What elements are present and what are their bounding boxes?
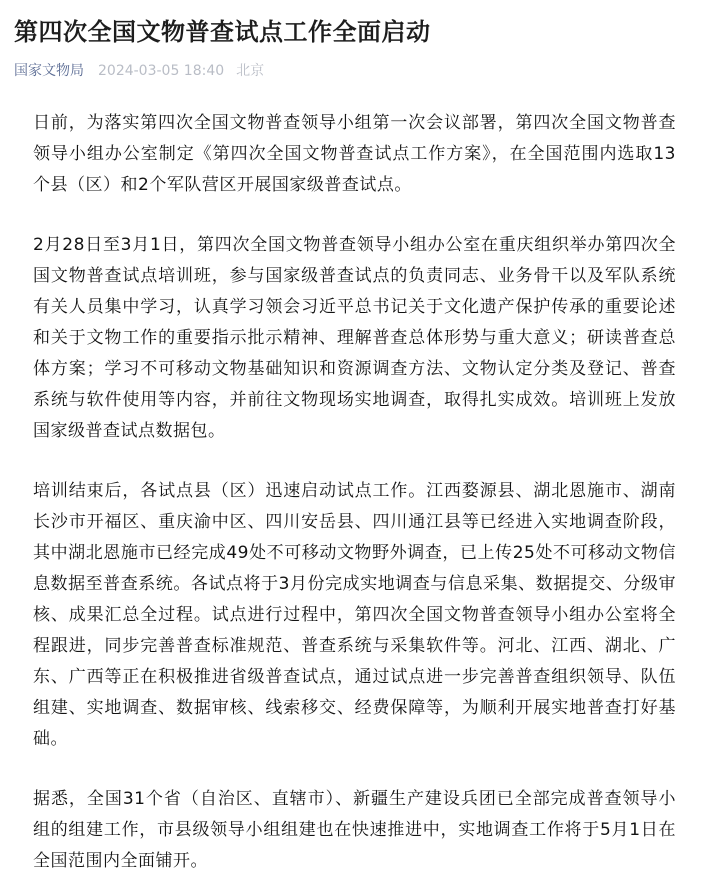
- publish-datetime: 2024-03-05 18:40: [98, 63, 225, 80]
- article-title: 第四次全国文物普查试点工作全面启动: [14, 18, 431, 46]
- article-paragraph: 2月28日至3月1日，第四次全国文物普查领导小组办公室在重庆组织举办第四次全国文物普查试点培训班，参与国家级普查试点的负责同志、业务骨干以及军队系统有关人员集中学习，认真学习领会习近平总书记关于文化遗产保护传承的重要论述和关于文物工作的重要指示批示精神、理解普查总体形势与重大意义；研读普查总体方案；学习不可移动文物基础知识和资源调查方法、文物认定分类及登记、普查系统与软件使用等内容，并前往文物现场实地调查，取得扎实成效。培训班上发放国家级普查试点数据包。: [33, 235, 676, 442]
- article-body: [0, 80, 706, 877]
- publish-location: 北京: [236, 63, 265, 80]
- source-link[interactable]: 国家文物局: [14, 63, 84, 80]
- article-paragraph: 日前，为落实第四次全国文物普查领导小组第一次会议部署，第四次全国文物普查领导小组办公室制定《第四次全国文物普查试点工作方案》，在全国范围内选取13个县（区）和2个军队营区开展国家级普查试点。: [33, 113, 676, 196]
- article-paragraph: 据悉，全国31个省（自治区、直辖市）、新疆生产建设兵团已全部完成普查领导小组的组建工作，市县级领导小组组建也在快速推进中，实地调查工作将于5月1日在全国范围内全面铺开。: [33, 789, 676, 872]
- article-meta: [14, 63, 690, 80]
- article-paragraph: 培训结束后，各试点县（区）迅速启动试点工作。江西婺源县、湖北恩施市、湖南长沙市开福区、重庆渝中区、四川安岳县、四川通江县等已经进入实地调查阶段，其中湖北恩施市已经完成49处不可移动文物野外调查，已上传25处不可移动文物信息数据至普查系统。各试点将于3月份完成实地调查与信息采集、数据提交、分级审核、成果汇总全过程。试点进行过程中，第四次全国文物普查领导小组办公室将全程跟进，同步完善普查标准规范、普查系统与采集软件等。河北、江西、湖北、广东、广西等正在积极推进省级普查试点，通过试点进一步完善普查组织领导、队伍组建、实地调查、数据审核、线索移交、经费保障等，为顺利开展实地普查打好基础。: [33, 481, 676, 750]
- article-header: [0, 0, 706, 80]
